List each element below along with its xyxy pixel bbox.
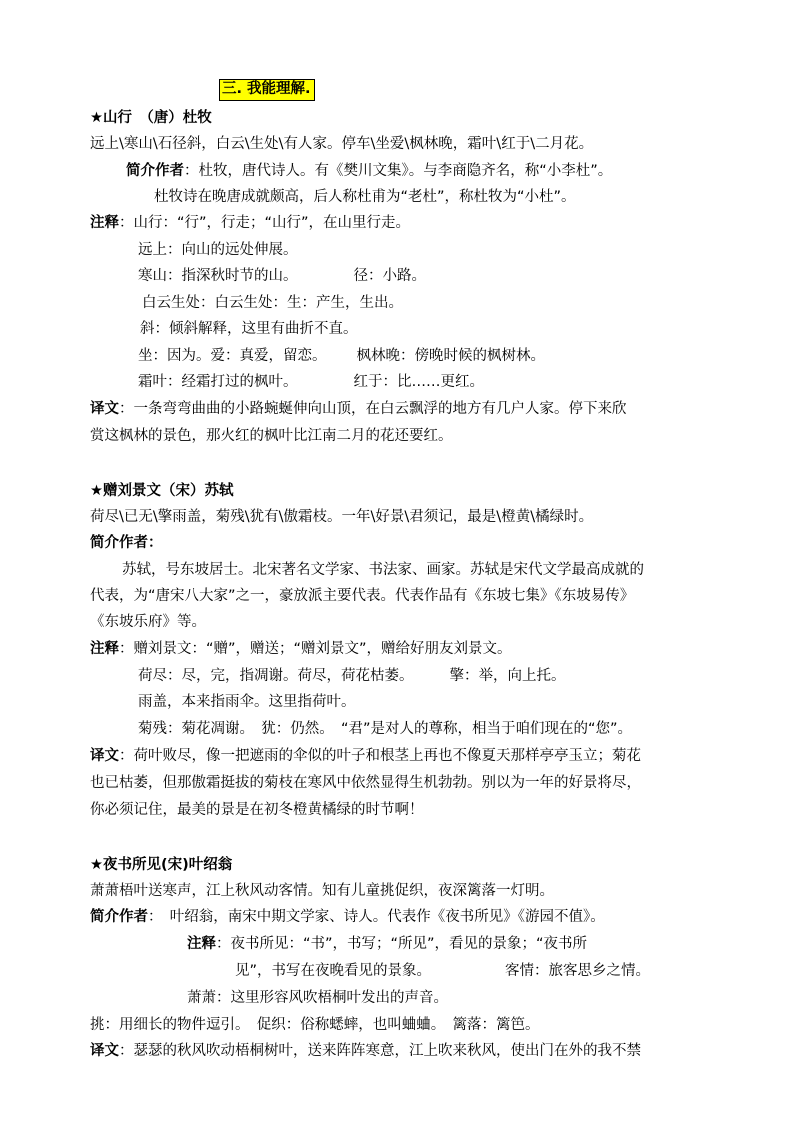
translation: 译文：瑟瑟的秋风吹动梧桐树叶，送来阵阵寒意，江上吹来秋风，使出门在外的我不禁 <box>90 1043 641 1059</box>
note-line: 挑：用细长的物件逗引。 促织：俗称蟋蟀，也叫蛐蛐。 篱落：篱笆。 <box>90 1017 540 1033</box>
note-line: 菊残：菊花凋谢。 犹：仍然。 “君”是对人的尊称，相当于咱们现在的“您”。 <box>138 721 633 737</box>
author-intro: 简介作者：杜牧，唐代诗人。有《樊川文集》。与李商隐齐名，称“小李杜”。 <box>126 163 613 179</box>
translation: 译文：一条弯弯曲曲的小路蜿蜒伸向山顶，在白云飘浮的地方有几户人家。停下来欣 <box>90 401 627 417</box>
author-intro-line: 《东坡乐府》等。 <box>90 614 206 630</box>
translation-line: 也已枯萎，但那傲霜挺拔的菊枝在寒风中依然显得生机勃勃。别以为一年的好景将尽， <box>90 775 641 791</box>
note-line: 见”，书写在夜晚看见的景象。 客情：旅客思乡之情。 <box>235 963 651 979</box>
poem-title: ★夜书所见(宋)叶绍翁 <box>90 857 233 873</box>
note-line: 雨盖，本来指雨伞。这里指荷叶。 <box>138 694 356 710</box>
star-icon: ★ <box>90 857 103 873</box>
poem-text: 荷尽\已无\擎雨盖，菊残\犹有\傲霜枝。一年\好景\君须记，最是\橙黄\橘绿时。 <box>90 509 594 525</box>
note-line: 远上：向山的远处伸展。 <box>138 242 298 258</box>
translation: 译文：荷叶败尽，像一把遮雨的伞似的叶子和根茎上再也不像夏天那样亭亭玉立；菊花 <box>90 748 641 764</box>
poem-text: 萧萧梧叶送寒声，江上秋风动客情。知有儿童挑促织，夜深篱落一灯明。 <box>90 883 554 899</box>
note-line: 白云生处：白云生处：生：产生，生出。 <box>142 295 403 311</box>
star-icon: ★ <box>90 110 103 126</box>
author-intro-line: 代表，为“唐宋八大家”之一，豪放派主要代表。代表作品有《东坡七集》《东坡易传》 <box>90 588 635 604</box>
section-heading: 三. 我能理解. <box>219 79 315 101</box>
translation-line: 赏这枫林的景色，那火红的枫叶比江南二月的花还要红。 <box>90 428 453 444</box>
author-intro-line: 苏轼，号东坡居士。北宋著名文学家、书法家、画家。苏轼是宋代文学最高成就的 <box>122 562 644 578</box>
author-intro-line: 杜牧诗在晚唐成就颇高，后人称杜甫为“老杜”，称杜牧为“小杜”。 <box>154 189 576 205</box>
notes-first: 注释：赠刘景文：“赠”，赠送；“赠刘景文”，赠给好朋友刘景文。 <box>90 641 512 657</box>
note-line: 萧萧：这里形容风吹梧桐叶发出的声音。 <box>187 990 448 1006</box>
author-intro: 简介作者： 叶绍翁，南宋中期文学家、诗人。代表作《夜书所见》《游园不值》。 <box>90 909 605 925</box>
author-intro-label: 简介作者： <box>90 535 163 551</box>
note-line: 荷尽：尽，完，指凋谢。荷尽，荷花枯萎。 擎：举，向上托。 <box>138 668 566 684</box>
notes-first: 注释：山行：“行”，行走；“山行”，在山里行走。 <box>90 215 411 231</box>
note-line: 霜叶：经霜打过的枫叶。 红于：比……更红。 <box>138 374 484 390</box>
poem-text: 远上\寒山\石径斜，白云\生处\有人家。停车\坐爱\枫林晚，霜叶\红于\二月花。 <box>90 136 594 152</box>
note-line: 斜：倾斜解释，这里有曲折不直。 <box>140 321 358 337</box>
poem-title: ★山行 （唐）杜牧 <box>90 110 212 126</box>
note-line: 寒山：指深秋时节的山。 径：小路。 <box>138 268 426 284</box>
poem-title: ★赠刘景文（宋）苏轼 <box>90 483 234 499</box>
translation-line: 你必须记住，最美的景是在初冬橙黄橘绿的时节啊！ <box>90 802 424 818</box>
notes-first: 注释：夜书所见：“书”，书写；“所见”，看见的景象；“夜书所 <box>187 936 588 952</box>
note-line: 坐：因为。爱：真爱，留恋。 枫林晚：傍晚时候的枫树林。 <box>138 348 545 364</box>
star-icon: ★ <box>90 483 103 499</box>
